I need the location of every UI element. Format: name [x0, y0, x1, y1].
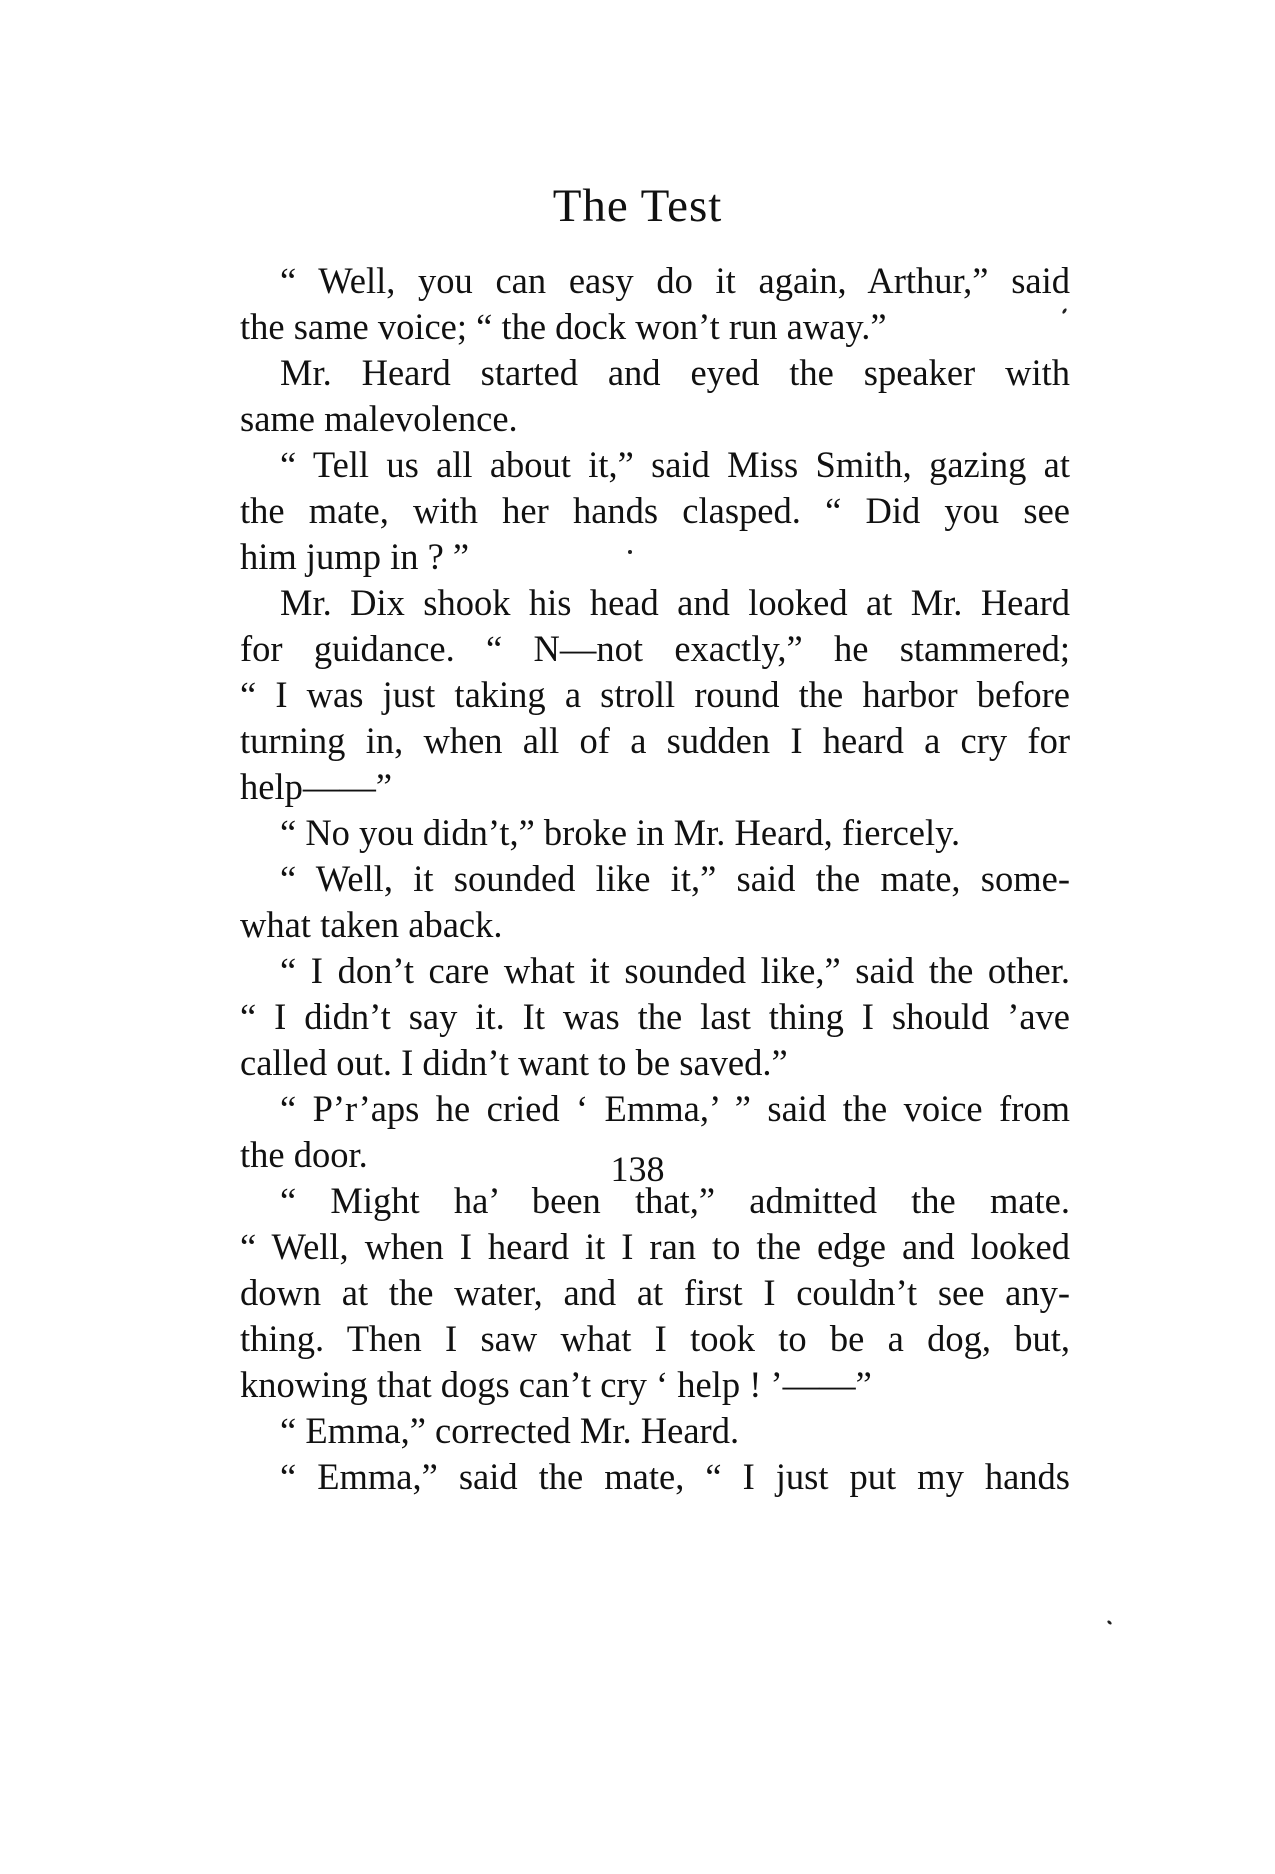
paragraph	[240, 442, 1070, 580]
page-number: 138	[610, 1149, 665, 1189]
paragraph	[240, 948, 1070, 1086]
body-text	[240, 258, 1070, 1500]
text-line: the same voice; “ the dock won’t run away.”	[240, 306, 887, 347]
paragraph	[240, 1454, 1070, 1500]
text-line: “ Emma,” corrected Mr. Heard.	[280, 1410, 740, 1451]
text-line: the mate, with her hands clasped. “ Did you see	[240, 490, 1070, 531]
text-line: “ P’r’aps he cried ‘ Emma,’ ” said the voice from	[280, 1088, 1070, 1129]
text-line: him jump in ? ”	[240, 536, 470, 577]
text-line: thing. Then I saw what I took to be a dog, but,	[240, 1318, 1070, 1359]
text-line: Mr. Heard started and eyed the speaker with	[280, 352, 1070, 393]
running-head: The Test	[552, 180, 723, 232]
text-line: “ No you didn’t,” broke in Mr. Heard, fiercely.	[280, 812, 961, 853]
text-line: “ Emma,” said the mate, “ I just put my hands	[280, 1456, 1070, 1497]
paragraph	[240, 1408, 1070, 1454]
scan-speck	[1107, 1620, 1113, 1626]
text-line: down at the water, and at first I couldn’t see any-	[240, 1272, 1070, 1313]
paragraph	[240, 580, 1070, 810]
text-line: “ I was just taking a stroll round the harbor before	[240, 674, 1070, 715]
text-line: “ I didn’t say it. It was the last thing I should ’ave	[240, 996, 1070, 1037]
paragraph	[240, 1178, 1070, 1408]
paragraph	[240, 856, 1070, 948]
paragraph	[240, 258, 1070, 350]
text-line: what taken aback.	[240, 904, 503, 945]
text-line: the door.	[240, 1134, 368, 1175]
text-line: “ Well, it sounded like it,” said the mate, some-	[280, 858, 1070, 899]
scan-speck	[628, 550, 632, 554]
paragraph	[240, 810, 1070, 856]
text-line: turning in, when all of a sudden I heard a cry for	[240, 720, 1070, 761]
text-line: help——”	[240, 766, 393, 807]
paragraph	[240, 350, 1070, 442]
text-line: knowing that dogs can’t cry ‘ help ! ’——”	[240, 1364, 872, 1405]
text-line: “ Well, when I heard it I ran to the edge and looked	[240, 1226, 1070, 1267]
text-line: “ Might ha’ been that,” admitted the mate.	[280, 1180, 1070, 1221]
text-line: Mr. Dix shook his head and looked at Mr. Heard	[280, 582, 1070, 623]
text-line: “ I don’t care what it sounded like,” said the other.	[280, 950, 1070, 991]
text-line: same malevolence.	[240, 398, 518, 439]
text-line: “ Well, you can easy do it again, Arthur,” said	[280, 260, 1070, 301]
text-line: called out. I didn’t want to be saved.”	[240, 1042, 788, 1083]
text-line: “ Tell us all about it,” said Miss Smith, gazing at	[280, 444, 1070, 485]
text-line: for guidance. “ N—not exactly,” he stammered;	[240, 628, 1070, 669]
